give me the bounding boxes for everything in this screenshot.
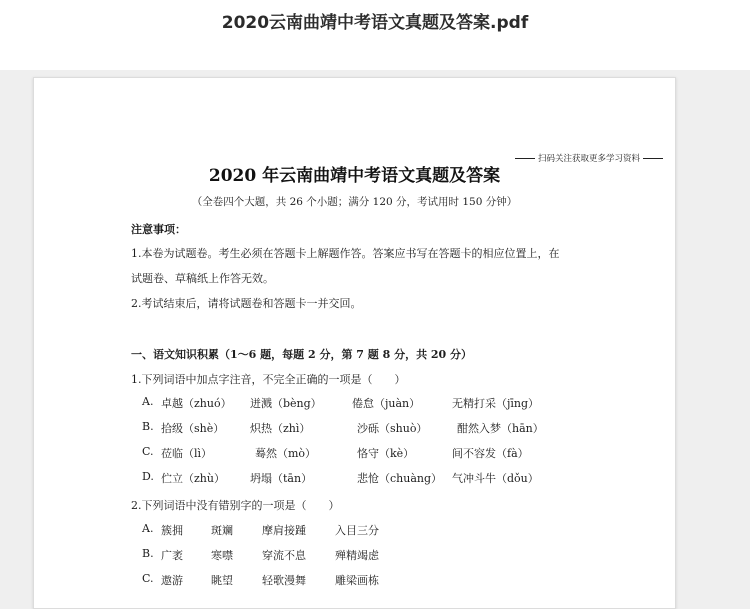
q2-option-c-label: C. (142, 572, 154, 585)
q1-option-b-item-2: 炽热（zhì） (250, 422, 311, 435)
q2-option-b-item-2: 寒噤 (211, 549, 233, 562)
q1-option-a-item-3: 倦怠（juàn） (352, 397, 421, 410)
q1-option-a-item-4: 无精打采（jīng） (452, 397, 540, 410)
q1-option-c-item-3: 恪守（kè） (357, 447, 415, 460)
q1-option-c-item-4: 间不容发（fà） (452, 447, 529, 460)
watermark-text: 扫码关注获取更多学习资料 (538, 154, 641, 164)
q1-option-b-label: B. (142, 420, 154, 433)
section-1-heading: 一、语文知识积累（1～6 题，每题 2 分，第 7 题 8 分，共 20 分） (131, 348, 473, 361)
q1-option-d-item-4: 气冲斗牛（dǒu） (452, 472, 539, 485)
q1-option-b-item-4: 酣然入梦（hān） (457, 422, 544, 435)
q1-option-d-label: D. (142, 470, 154, 483)
q1-option-c-label: C. (142, 445, 154, 458)
document-subtitle: （全卷四个大题，共 26 个小题；满分 120 分，考试用时 150 分钟） (191, 196, 518, 208)
question-1-stem: 1.下列词语中加点字注音，不完全正确的一项是（ ） (131, 373, 406, 386)
q1-option-b-item-1: 拾级（shè） (161, 422, 225, 435)
q2-option-a-item-3: 摩肩接踵 (262, 524, 306, 537)
notes-line-1: 1.本卷为试题卷。考生必须在答题卡上解题作答。答案应书写在答题卡的相应位置上，在 (131, 247, 560, 260)
watermark-right-rule (643, 158, 663, 159)
q2-option-b-item-1: 广袤 (161, 549, 183, 562)
q2-option-c-item-2: 眺望 (211, 574, 233, 587)
viewer-toolbar (0, 0, 750, 70)
notes-line-1b: 试题卷、草稿纸上作答无效。 (131, 272, 274, 285)
q1-option-c-item-2: 蓦然（mò） (255, 447, 317, 460)
q1-option-d-item-3: 悲怆（chuàng） (357, 472, 443, 485)
pdf-page (33, 77, 676, 609)
q1-option-b-item-3: 沙砾（shuò） (357, 422, 428, 435)
q2-option-a-item-4: 入目三分 (335, 524, 379, 537)
q1-option-c-item-1: 莅临（lì） (161, 447, 213, 460)
notes-line-2: 2.考试结束后，请将试题卷和答题卡一并交回。 (131, 297, 362, 310)
q1-option-d-item-2: 坍塌（tān） (250, 472, 313, 485)
q2-option-c-item-3: 轻歌漫舞 (262, 574, 306, 587)
q2-option-c-item-1: 遨游 (161, 574, 183, 587)
q1-option-a-label: A. (142, 395, 154, 408)
file-name: 2020云南曲靖中考语文真题及答案.pdf (221, 13, 529, 33)
q1-option-a-item-1: 卓越（zhuó） (161, 397, 232, 410)
q2-option-b-item-3: 穿流不息 (262, 549, 306, 562)
question-2-stem: 2.下列词语中没有错别字的一项是（ ） (131, 499, 340, 512)
watermark-left-rule (515, 158, 535, 159)
notes-heading: 注意事项： (131, 223, 186, 236)
document-title: 2020 年云南曲靖中考语文真题及答案 (208, 166, 501, 186)
q2-option-a-item-2: 斑斓 (211, 524, 233, 537)
q2-option-a-label: A. (142, 522, 154, 535)
q2-option-b-item-4: 殚精竭虑 (335, 549, 379, 562)
q2-option-c-item-4: 雕梁画栋 (335, 574, 379, 587)
q2-option-a-item-1: 簇拥 (161, 524, 183, 537)
q2-option-b-label: B. (142, 547, 154, 560)
q1-option-a-item-2: 迸溅（bèng） (250, 397, 322, 410)
q1-option-d-item-1: 伫立（zhù） (161, 472, 225, 485)
